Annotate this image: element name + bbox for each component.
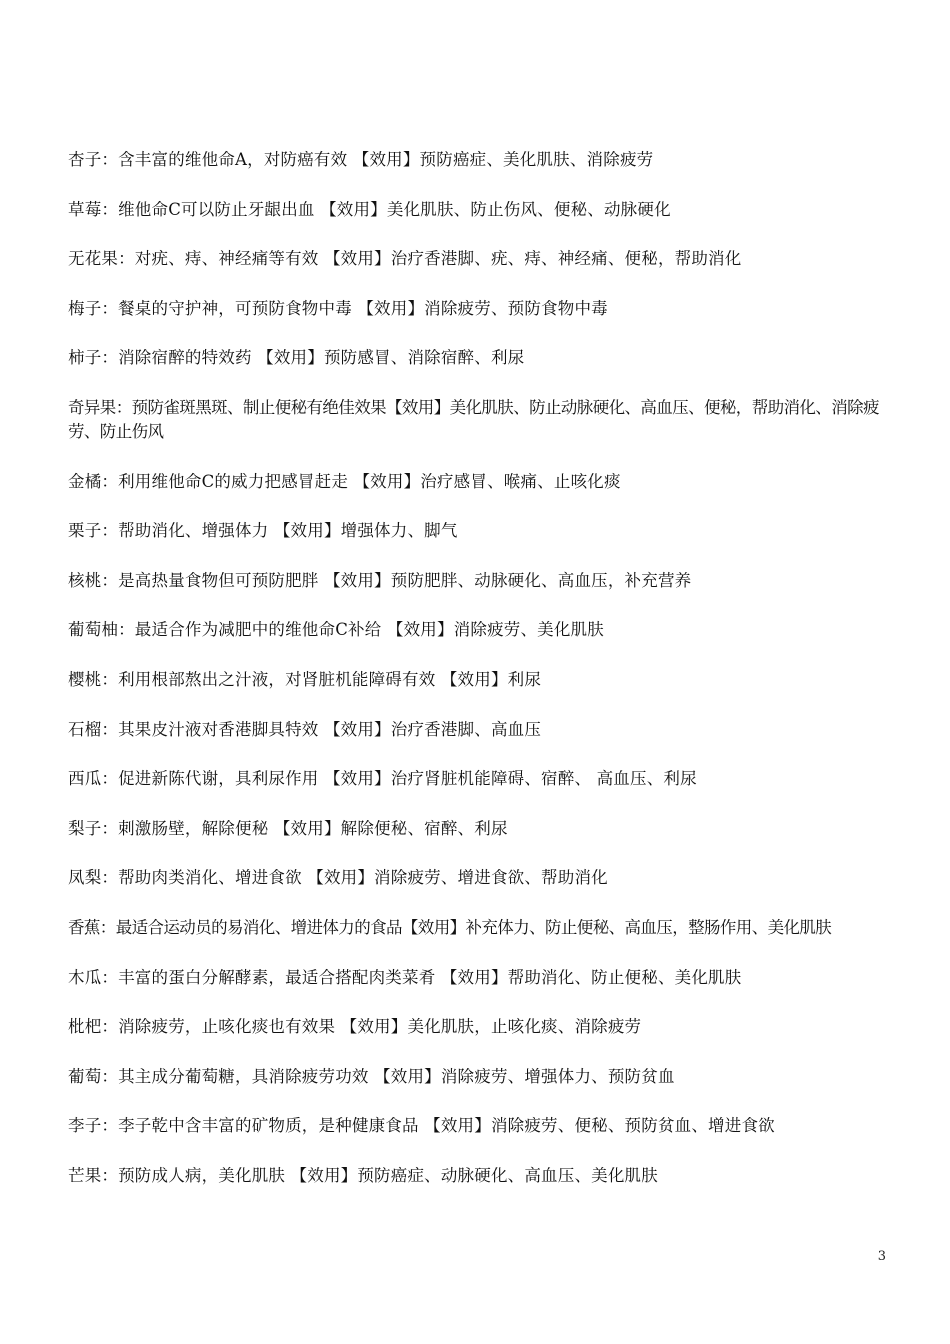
page-number: 3: [877, 1249, 886, 1264]
entry-watermelon: 西瓜：促进新陈代谢，具利尿作用 【效用】治疗肾脏机能障碍、宿醉、 高血压、利尿: [68, 769, 697, 789]
entry-strawberry: 草莓：维他命C可以防止牙龈出血 【效用】美化肌肤、防止伤风、便秘、动脉硬化: [68, 199, 671, 219]
entry-pineapple: 凤梨：帮助肉类消化、增进食欲 【效用】消除疲劳、增进食欲、帮助消化: [68, 868, 608, 888]
entry-chestnut: 栗子：帮助消化、增强体力 【效用】增强体力、脚气: [68, 521, 458, 541]
entry-persimmon: 柿子：消除宿醉的特效药 【效用】预防感冒、消除宿醉、利尿: [68, 348, 525, 368]
entry-kiwi: 奇异果：预防雀斑黑斑、制止便秘有绝佳效果【效用】美化肌肤、防止动脉硬化、高血压、便秘，帮助消化、消除疲劳、防止伤风: [68, 397, 879, 441]
entry-banana: 香蕉：最适合运动员的易消化、增进体力的食品【效用】补充体力、防止便秘、高血压，整肠作用、美化肌肤: [68, 917, 832, 937]
entry-pomegranate: 石榴：其果皮汁液对香港脚具特效 【效用】治疗香港脚、高血压: [68, 719, 542, 739]
entry-walnut: 核桃：是高热量食物但可预防肥胖 【效用】预防肥胖、动脉硬化、高血压，补充营养: [68, 570, 692, 590]
entry-loquat: 枇杷：消除疲劳，止咳化痰也有效果 【效用】美化肌肤，止咳化痰、消除疲劳: [68, 1017, 642, 1037]
entry-grape: 葡萄：其主成分葡萄糖，具消除疲劳功效 【效用】消除疲劳、增强体力、预防贫血: [68, 1066, 675, 1086]
entry-fig: 无花果：对疣、痔、神经痛等有效 【效用】治疗香港脚、疣、痔、神经痛、便秘，帮助消化: [68, 249, 742, 269]
entry-cherry: 樱桃：利用根部熬出之汁液，对肾脏机能障碍有效 【效用】利尿: [68, 669, 542, 689]
entry-kumquat: 金橘：利用维他命C的威力把感冒赶走 【效用】治疗感冒、喉痛、止咳化痰: [68, 471, 621, 491]
entry-apricot: 杏子：含丰富的维他命A，对防癌有效 【效用】预防癌症、美化肌肤、消除疲劳: [68, 150, 654, 169]
entry-papaya: 木瓜：丰富的蛋白分解酵素，最适合搭配肉类菜肴 【效用】帮助消化、防止便秘、美化肌肤: [68, 967, 742, 987]
entry-prune: 李子：李子乾中含丰富的矿物质，是种健康食品 【效用】消除疲劳、便秘、预防贫血、增进食欲: [68, 1116, 775, 1136]
entry-mango: 芒果：预防成人病，美化肌肤 【效用】预防癌症、动脉硬化、高血压、美化肌肤: [68, 1165, 658, 1185]
entry-pear: 梨子：刺激肠壁，解除便秘 【效用】解除便秘、宿醉、利尿: [68, 818, 508, 838]
entry-grapefruit: 葡萄柚：最适合作为减肥中的维他命C补给 【效用】消除疲劳、美化肌肤: [68, 620, 604, 640]
entry-plum: 梅子：餐桌的守护神，可预防食物中毒 【效用】消除疲劳、预防食物中毒: [68, 298, 608, 318]
fruit-effects-list: [68, 148, 886, 1213]
